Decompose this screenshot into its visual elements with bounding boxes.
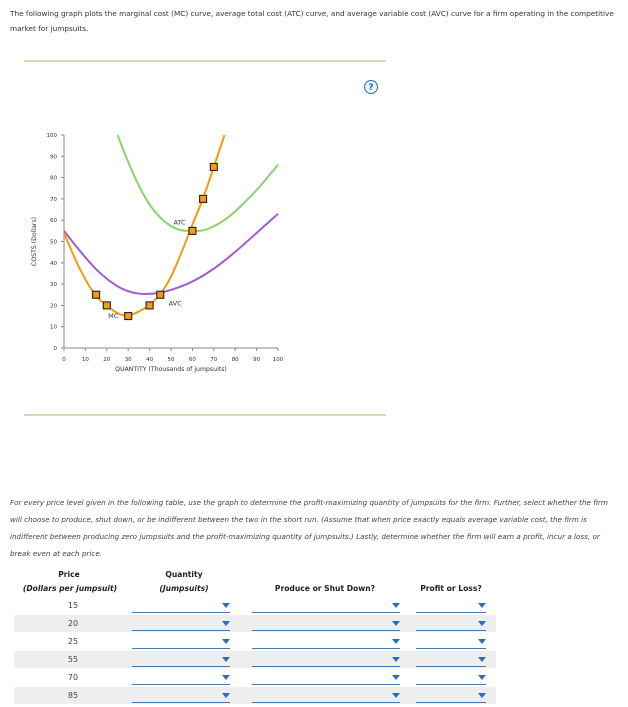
- x-tick-label: 10: [81, 357, 89, 363]
- chevron-down-icon: [478, 621, 486, 626]
- chevron-down-icon: [392, 639, 400, 644]
- table-row: [14, 687, 496, 704]
- y-tick-label: 0: [53, 346, 57, 352]
- top-divider: [24, 60, 386, 62]
- y-tick-label: 30: [50, 282, 57, 289]
- chevron-down-icon: [222, 675, 230, 680]
- y-tick-label: 20: [50, 303, 57, 310]
- table-row: [14, 597, 496, 614]
- curve-label: MC: [108, 312, 119, 321]
- quantity-dropdown[interactable]: [132, 618, 230, 631]
- chevron-down-icon: [222, 621, 230, 626]
- produce-dropdown[interactable]: [252, 618, 400, 631]
- y-tick-label: 100: [46, 133, 57, 139]
- y-tick-label: 50: [50, 239, 57, 246]
- produce-header: Produce or Shut Down?: [274, 584, 376, 593]
- quantity-dropdown[interactable]: [132, 636, 230, 649]
- table-row: [14, 669, 496, 686]
- produce-dropdown[interactable]: [252, 690, 400, 703]
- quantity-dropdown[interactable]: [132, 654, 230, 667]
- chevron-down-icon: [222, 657, 230, 662]
- intro-text: The following graph plots the marginal cost (MC) curve, average total cost (ATC) curve, and average variable cost (AVC) curve for a firm operating in the competitive market for jumpsuits.: [10, 9, 614, 33]
- chevron-down-icon: [478, 693, 486, 698]
- price-cell: 55: [67, 655, 79, 664]
- atc-curve: [118, 135, 279, 231]
- produce-dropdown[interactable]: [252, 672, 400, 685]
- x-tick-label: 40: [146, 357, 154, 363]
- quantity-dropdown[interactable]: [132, 672, 230, 685]
- curve-label: ATC: [173, 218, 186, 227]
- produce-dropdown[interactable]: [252, 600, 400, 613]
- profit-dropdown[interactable]: [416, 636, 486, 649]
- chevron-down-icon: [222, 639, 230, 644]
- x-tick-label: 70: [210, 357, 218, 363]
- chevron-down-icon: [222, 603, 230, 608]
- profit-dropdown[interactable]: [416, 690, 486, 703]
- price-cell: 15: [67, 601, 79, 610]
- produce-dropdown[interactable]: [252, 654, 400, 667]
- mc-point-marker: [93, 291, 100, 298]
- quantity-header: Quantity: [165, 570, 203, 579]
- table-row: [14, 615, 496, 632]
- chevron-down-icon: [392, 675, 400, 680]
- y-tick-label: 80: [50, 175, 57, 182]
- y-axis-label: COSTS (Dollars): [31, 216, 38, 267]
- mc-point-marker: [157, 291, 164, 298]
- y-tick-label: 70: [50, 196, 57, 203]
- cost-curves-chart[interactable]: [28, 118, 298, 388]
- y-tick-label: 10: [50, 324, 57, 331]
- curve-label: AVC: [168, 299, 182, 308]
- y-tick-label: 40: [50, 260, 57, 267]
- chevron-down-icon: [392, 657, 400, 662]
- x-tick-label: 100: [272, 357, 284, 363]
- profit-dropdown[interactable]: [416, 672, 486, 685]
- chevron-down-icon: [478, 639, 486, 644]
- x-tick-label: 20: [103, 357, 111, 363]
- y-tick-label: 60: [50, 218, 57, 225]
- quantity-unit-header: (Jumpsuits): [159, 584, 209, 593]
- price-header: Price: [58, 570, 80, 579]
- table-row: [14, 651, 496, 668]
- bottom-divider: [24, 414, 386, 416]
- profit-dropdown[interactable]: [416, 654, 486, 667]
- price-cell: 20: [67, 619, 79, 628]
- mc-curve: [64, 135, 225, 315]
- profit-header: Profit or Loss?: [420, 584, 482, 593]
- x-tick-label: 0: [62, 357, 66, 363]
- mc-point-marker: [103, 302, 110, 309]
- mc-point-marker: [125, 313, 132, 320]
- x-tick-label: 60: [188, 357, 196, 363]
- produce-dropdown[interactable]: [252, 636, 400, 649]
- price-cell: 25: [67, 637, 79, 646]
- chevron-down-icon: [478, 657, 486, 662]
- chevron-down-icon: [392, 621, 400, 626]
- profit-dropdown[interactable]: [416, 618, 486, 631]
- chevron-down-icon: [478, 675, 486, 680]
- profit-dropdown[interactable]: [416, 600, 486, 613]
- x-tick-label: 90: [253, 357, 261, 363]
- y-tick-label: 90: [50, 154, 57, 161]
- chevron-down-icon: [222, 693, 230, 698]
- table-row: [14, 633, 496, 650]
- mc-point-marker: [210, 163, 217, 170]
- price-cell: 85: [67, 691, 79, 700]
- price-cell: 70: [67, 673, 79, 682]
- mc-point-marker: [146, 302, 153, 309]
- mc-point-marker: [200, 195, 207, 202]
- price-unit-header: (Dollars per jumpsuit): [22, 584, 118, 593]
- x-tick-label: 30: [124, 357, 132, 363]
- x-tick-label: 50: [167, 357, 175, 363]
- chevron-down-icon: [392, 603, 400, 608]
- quantity-dropdown[interactable]: [132, 600, 230, 613]
- instructions-text: For every price level given in the following table, use the graph to determine the profit-maximizing quantity of jumpsuits for the firm. Further, select whether the firm will choose to produce, shut down, or be indifferent between the two in the short run. (Assume that when price exactly equals average variable cost, the firm is indifferent between producing zero jumpsuits and the profit-maximizing quantity of jumpsuits.) Lastly, determine whether the firm will earn a profit, incur a loss, or break even at each price.: [10, 498, 608, 558]
- chevron-down-icon: [392, 693, 400, 698]
- x-axis-label: QUANTITY (Thousands of jumpsuits): [115, 366, 227, 373]
- help-button[interactable]: ?: [364, 80, 378, 94]
- quantity-dropdown[interactable]: [132, 690, 230, 703]
- mc-point-marker: [189, 227, 196, 234]
- chevron-down-icon: [478, 603, 486, 608]
- x-tick-label: 80: [231, 357, 239, 363]
